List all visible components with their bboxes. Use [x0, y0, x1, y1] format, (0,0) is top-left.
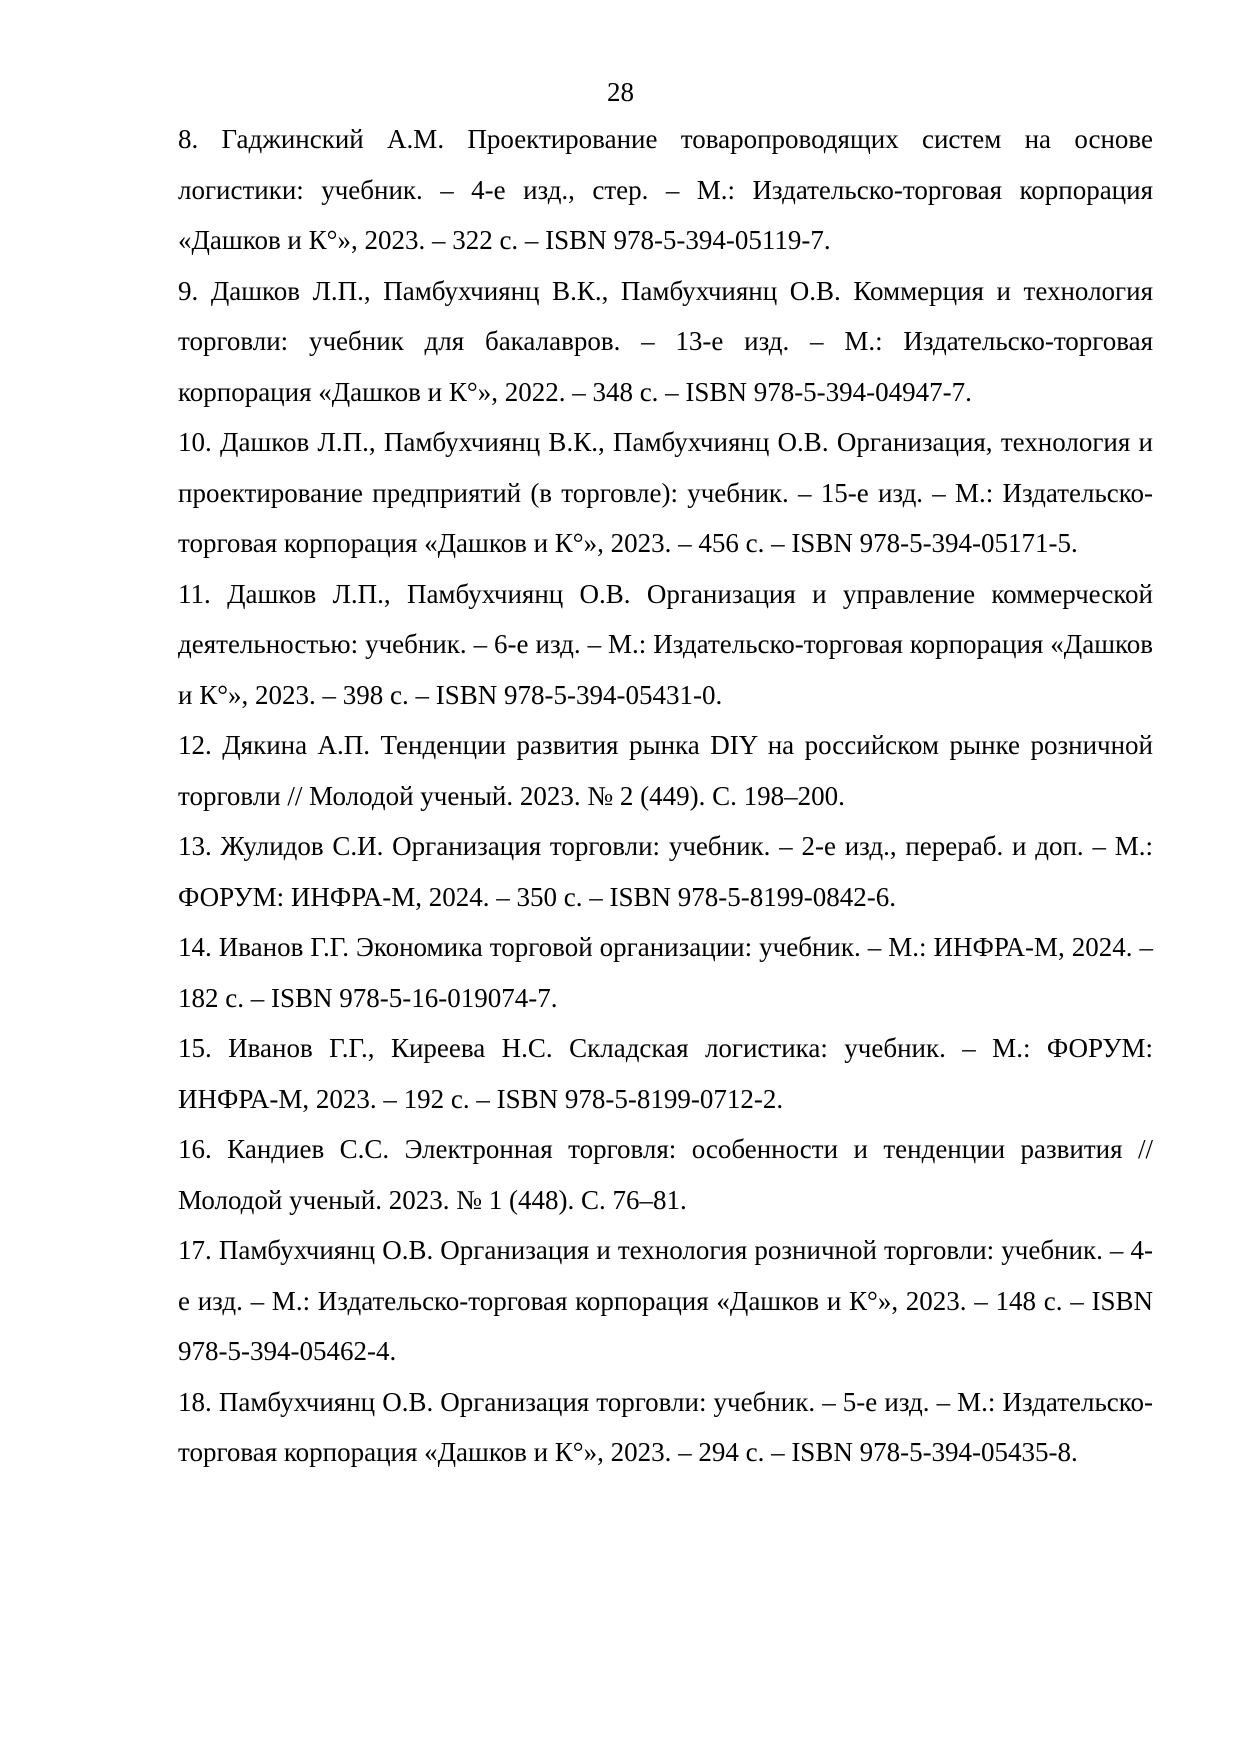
reference-item-8: 8. Гаджинский А.М. Проектирование товаропроводящих систем на основе логистики: учебник. – 4-е изд., стер. – М.: Издательско-торговая корпорация «Дашков и К°», 2023. – 322 с. – ISBN 978-5-394-05119-7.: [178, 124, 1153, 255]
reference-item-11: 11. Дашков Л.П., Памбухчиянц О.В. Организация и управление коммерческой деятельностью: учебник. – 6-е изд. – М.: Издательско-торговая корпорация «Дашков и К°», 2023. – 398 с. – ISBN 978-5-394-05431-0.: [178, 578, 1153, 710]
reference-item-10: 10. Дашков Л.П., Памбухчиянц В.К., Памбухчиянц О.В. Организация, технология и проектирование предприятий (в торговле): учебник. – 15-е изд. – М.: Издательско-торговая корпорация «Дашков и К°», 2023. – 456 с. – ISBN 978-5-394-05171-5.: [178, 427, 1153, 558]
reference-item-16: 16. Кандиев С.С. Электронная торговля: особенности и тенденции развития // Молодой ученый. 2023. № 1 (448). С. 76–81.: [178, 1134, 1153, 1215]
reference-item-18: 18. Памбухчиянц О.В. Организация торговли: учебник. – 5-е изд. – М.: Издательско-торговая корпорация «Дашков и К°», 2023. – 294 с. – ISBN 978-5-394-05435-8.: [178, 1386, 1153, 1467]
reference-list: [178, 114, 1153, 1478]
reference-item-17: 17. Памбухчиянц О.В. Организация и технология розничной торговли: учебник. – 4-е изд. – М.: Издательско-торговая корпорация «Дашков и К°», 2023. – 148 с. – ISBN 978-5-394-05462-4.: [178, 1235, 1153, 1366]
reference-item-9: 9. Дашков Л.П., Памбухчиянц В.К., Памбухчиянц О.В. Коммерция и технология торговли: учебник для бакалавров. – 13-е изд. – М.: Издательско-торговая корпорация «Дашков и К°», 2022. – 348 с. – ISBN 978-5-394-04947-7.: [178, 275, 1153, 407]
reference-item-13: 13. Жулидов С.И. Организация торговли: учебник. – 2-е изд., перераб. и доп. – М.: ФОРУМ: ИНФРА-М, 2024. – 350 с. – ISBN 978-5-8199-0842-6.: [178, 831, 1153, 912]
reference-item-14: 14. Иванов Г.Г. Экономика торговой организации: учебник. – М.: ИНФРА-М, 2024. – 182 с. – ISBN 978-5-16-019074-7.: [178, 932, 1153, 1013]
reference-item-12: 12. Дякина А.П. Тенденции развития рынка DIY на российском рынке розничной торговли // Молодой ученый. 2023. № 2 (449). С. 198–200.: [178, 730, 1153, 811]
page-number: 28: [607, 77, 634, 107]
reference-item-15: 15. Иванов Г.Г., Киреева Н.С. Складская логистика: учебник. – М.: ФОРУМ: ИНФРА-М, 2023. – 192 с. – ISBN 978-5-8199-0712-2.: [178, 1033, 1153, 1114]
